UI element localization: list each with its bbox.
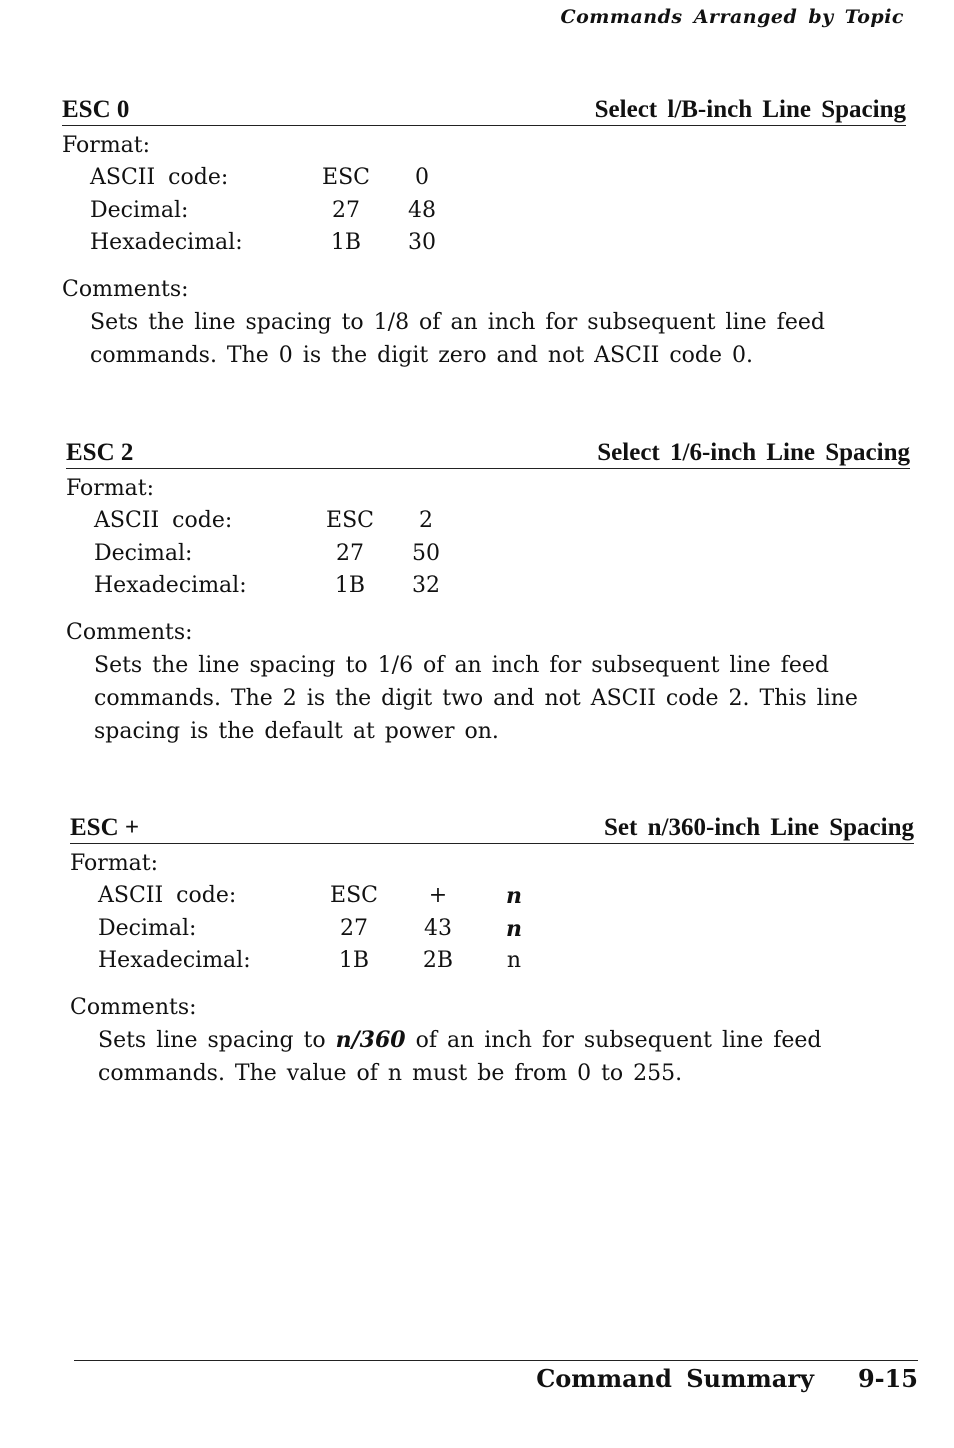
row-label: Hexadecimal: bbox=[90, 230, 243, 255]
row-value: 32 bbox=[412, 573, 440, 598]
section-esc-plus bbox=[70, 810, 914, 1090]
comment-line: Sets the line spacing to 1/8 of an inch for subsequent line feed bbox=[90, 309, 825, 335]
format-row-ascii bbox=[98, 880, 914, 913]
format-label: Format: bbox=[66, 476, 155, 501]
row-value: n bbox=[506, 915, 522, 942]
comment-text bbox=[94, 649, 884, 748]
row-value: n bbox=[506, 948, 522, 973]
row-value: 0 bbox=[415, 165, 429, 190]
comment-fragment: Sets line spacing to bbox=[98, 1027, 326, 1053]
row-label: Hexadecimal: bbox=[98, 948, 251, 973]
row-value: n bbox=[506, 883, 522, 909]
section-header bbox=[70, 810, 914, 844]
command-name: ESC + bbox=[70, 814, 140, 841]
format-row-hex bbox=[90, 227, 906, 260]
format-row-decimal bbox=[90, 195, 906, 228]
section-header bbox=[66, 435, 910, 469]
row-value: 30 bbox=[408, 230, 436, 255]
row-label: ASCII code: bbox=[94, 508, 233, 533]
row-value: + bbox=[428, 883, 448, 908]
comment-line: Sets the line spacing to 1/6 of an inch for subsequent line feed bbox=[94, 652, 829, 678]
format-table bbox=[98, 880, 914, 978]
row-value: 1B bbox=[334, 573, 366, 598]
command-title: Set n/360-inch Line Spacing bbox=[604, 814, 914, 841]
comments-label: Comments: bbox=[70, 994, 197, 1020]
format-row-decimal bbox=[94, 538, 910, 571]
row-value: 27 bbox=[340, 915, 368, 941]
comments-label: Comments: bbox=[62, 276, 189, 302]
format-row-ascii bbox=[94, 505, 910, 538]
row-value: 2 bbox=[419, 508, 433, 533]
row-label: ASCII code: bbox=[98, 883, 237, 908]
comments-label: Comments: bbox=[66, 619, 193, 645]
format-row-decimal bbox=[98, 913, 914, 946]
page-footer bbox=[536, 1364, 918, 1393]
row-value: 27 bbox=[336, 540, 364, 566]
comment-emphasis: n/360 bbox=[335, 1026, 406, 1053]
format-label: Format: bbox=[70, 851, 159, 876]
row-label: Decimal: bbox=[94, 540, 193, 566]
footer-rule bbox=[74, 1360, 918, 1361]
comment-line: spacing is the default at power on. bbox=[94, 718, 499, 744]
command-name: ESC 2 bbox=[66, 439, 134, 466]
format-row-ascii bbox=[90, 162, 906, 195]
row-label: Decimal: bbox=[98, 915, 197, 941]
footer-title: Command Summary bbox=[536, 1364, 814, 1393]
comment-line: commands. The 2 is the digit two and not ASCII code 2. This line bbox=[94, 685, 858, 711]
comment-line bbox=[98, 1024, 888, 1057]
section-esc-2 bbox=[66, 435, 910, 748]
row-value: ESC bbox=[322, 165, 370, 190]
format-table bbox=[90, 162, 906, 260]
section-header bbox=[62, 92, 906, 126]
command-title: Select 1/6-inch Line Spacing bbox=[597, 439, 910, 466]
section-esc-0 bbox=[62, 92, 906, 372]
comment-text bbox=[98, 1024, 888, 1090]
row-value: 43 bbox=[424, 915, 452, 941]
row-value: 27 bbox=[332, 197, 360, 223]
row-value: ESC bbox=[326, 508, 374, 533]
comment-fragment: of an inch for subsequent line feed bbox=[415, 1027, 822, 1053]
format-row-hex bbox=[94, 570, 910, 603]
row-label: ASCII code: bbox=[90, 165, 229, 190]
row-value: 50 bbox=[412, 540, 440, 566]
format-row-hex bbox=[98, 945, 914, 978]
comment-line: commands. The 0 is the digit zero and not ASCII code 0. bbox=[90, 342, 753, 368]
format-table bbox=[94, 505, 910, 603]
format-label: Format: bbox=[62, 133, 151, 158]
comment-text bbox=[90, 306, 880, 372]
command-name: ESC 0 bbox=[62, 96, 130, 123]
row-value: ESC bbox=[330, 883, 378, 908]
comment-line: commands. The value of n must be from 0 to 255. bbox=[98, 1060, 683, 1086]
row-value: 1B bbox=[330, 230, 362, 255]
command-title: Select l/B-inch Line Spacing bbox=[594, 96, 906, 123]
running-head: Commands Arranged by Topic bbox=[560, 6, 904, 28]
row-value: 48 bbox=[408, 197, 436, 223]
page-number: 9-15 bbox=[857, 1364, 918, 1393]
row-label: Decimal: bbox=[90, 197, 189, 223]
row-value: 1B bbox=[338, 948, 370, 973]
row-label: Hexadecimal: bbox=[94, 573, 247, 598]
row-value: 2B bbox=[422, 948, 454, 973]
